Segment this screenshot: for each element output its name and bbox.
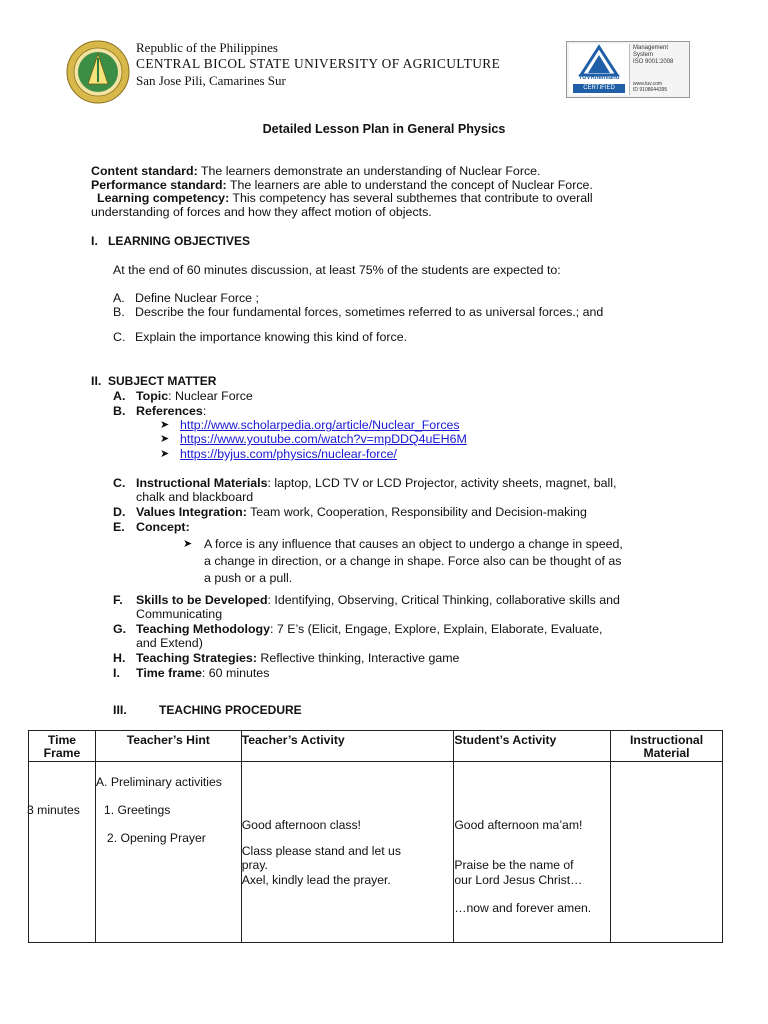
teacher-pray-2: pray.: [241, 858, 268, 872]
values-integration: [136, 505, 587, 519]
skills-label: Skills to be Developed: [136, 593, 268, 607]
references-label: References: [136, 404, 203, 418]
procedure-heading: TEACHING PROCEDURE: [159, 703, 302, 717]
iso-certification-badge: [566, 41, 690, 98]
timeframe-label: Time frame: [136, 666, 202, 680]
concept-line-3: a push or a pull.: [204, 571, 293, 585]
objective-letter-c: C.: [113, 330, 126, 344]
objectives-heading: LEARNING OBJECTIVES: [108, 234, 251, 248]
values-label: Values Integration:: [136, 505, 247, 519]
strategies-label: Teaching Strategies:: [136, 651, 257, 665]
reference-link-2[interactable]: https://www.youtube.com/watch?v=mpDDQ4uEH6M: [180, 432, 467, 446]
topic-label: Topic: [136, 389, 169, 403]
materials-text-2: chalk and blackboard: [136, 490, 254, 504]
objective-letter-a: A.: [113, 291, 125, 305]
header-hint-label: Teacher’s Hint: [126, 733, 210, 747]
header-time-1: Time: [47, 733, 77, 747]
teacher-pray-1: Class please stand and let us: [241, 844, 401, 858]
tuv-triangle-icon: [569, 44, 629, 78]
university-address: San Jose Pili, Camarines Sur: [136, 73, 286, 88]
table-header-row: [29, 731, 723, 762]
header-students-activity: [454, 731, 611, 762]
subject-num: II.: [91, 374, 102, 388]
cert-iso: ISO 9001:2008: [633, 59, 674, 65]
content-standard-text: The learners demonstrate an understanding of Nuclear Force.: [197, 164, 541, 178]
reference-link-3[interactable]: https://byjus.com/physics/nuclear-force/: [180, 447, 397, 461]
table-row: [29, 762, 723, 943]
procedure-num: III.: [113, 703, 127, 717]
teaching-methodology: [136, 622, 602, 636]
method-label: Teaching Methodology: [136, 622, 270, 636]
skills-text-2: Communicating: [136, 607, 223, 621]
subject-letter-g: G.: [113, 622, 127, 636]
references-colon: :: [202, 404, 207, 418]
reference-link-1[interactable]: http://www.scholarpedia.org/article/Nuclear_Forces: [180, 418, 460, 432]
republic-text: Republic of the Philippines: [136, 40, 278, 55]
hint-greetings: 1. Greetings: [103, 803, 171, 817]
objective-letter-b: B.: [113, 305, 125, 319]
learning-competency-label: Learning competency:: [97, 191, 230, 205]
arrow-bullet-icon: ➤: [160, 433, 170, 445]
header-time-2: Frame: [43, 746, 81, 760]
arrow-bullet-icon: ➤: [183, 538, 193, 550]
learning-competency-text-1: This competency has several subthemes that contribute to overall: [229, 191, 593, 205]
subject-letter-d: D.: [113, 505, 126, 519]
timeframe-text: : 60 minutes: [201, 666, 270, 680]
header-teachers-activity: [241, 731, 454, 762]
arrow-bullet-icon: ➤: [160, 419, 170, 431]
header-teachers-hint: [95, 731, 241, 762]
values-text: Team work, Cooperation, Responsibility and Decision-making: [246, 505, 587, 519]
instructional-materials: [136, 476, 616, 490]
header-material-2: Material: [643, 746, 690, 760]
content-standard: [91, 164, 540, 178]
concept-line-1: A force is any influence that causes an object to undergo a change in speed,: [204, 537, 623, 551]
tuv-logo: [569, 44, 630, 95]
arrow-bullet-icon: ➤: [160, 448, 170, 460]
learning-competency: [91, 191, 678, 205]
objectives-num: I.: [91, 234, 98, 248]
teacher-lead-prayer: Axel, kindly lead the prayer.: [241, 873, 391, 887]
university-seal: [66, 40, 130, 104]
cell-material: [611, 762, 723, 943]
performance-standard-text: The learners are able to understand the concept of Nuclear Force.: [226, 178, 593, 192]
materials-label: Instructional Materials: [136, 476, 268, 490]
student-praise-2: our Lord Jesus Christ…: [454, 873, 583, 887]
topic: [136, 389, 253, 403]
materials-text-1: : laptop, LCD TV or LCD Projector, activity sheets, magnet, ball,: [267, 476, 617, 490]
hint-preliminary: A. Preliminary activities: [95, 775, 222, 789]
page-title: Detailed Lesson Plan in General Physics: [262, 122, 506, 136]
subject-letter-c: C.: [113, 476, 126, 490]
learning-competency-text-2: understanding of forces and how they affect motion of objects.: [91, 205, 432, 219]
method-text-2: and Extend): [136, 636, 203, 650]
cell-time: [29, 762, 96, 943]
student-greeting: Good afternoon ma’am!: [454, 818, 583, 832]
hint-opening-prayer: 2. Opening Prayer: [106, 831, 206, 845]
content-standard-label: Content standard:: [91, 164, 198, 178]
header-time-frame: [29, 731, 96, 762]
subject-letter-e: E.: [113, 520, 125, 534]
cell-student-activity: [454, 762, 611, 943]
skills-text-1: : Identifying, Observing, Critical Thinking, collaborative skills and: [267, 593, 620, 607]
strategies-text: Reflective thinking, Interactive game: [256, 651, 460, 665]
cert-management: Management: [633, 45, 669, 51]
teaching-strategies: [136, 651, 459, 665]
objective-text-b: Describe the four fundamental forces, sometimes referred to as universal forces.; and: [135, 305, 604, 319]
subject-letter-h: H.: [113, 651, 126, 665]
topic-text: : Nuclear Force: [168, 389, 253, 403]
subject-letter-i: I.: [113, 666, 120, 680]
cert-system: System: [633, 52, 654, 58]
header-instructional-material: [611, 731, 723, 762]
header-student-label: Student’s Activity: [454, 733, 557, 747]
student-praise-1: Praise be the name of: [454, 858, 574, 872]
tuv-certified: CERTIFIED: [573, 84, 625, 93]
skills: [136, 593, 620, 607]
subject-heading: SUBJECT MATTER: [108, 374, 217, 388]
header-material-1: Instructional: [629, 733, 704, 747]
objectives-intro: At the end of 60 minutes discussion, at least 75% of the students are expected to:: [113, 263, 561, 277]
performance-standard-label: Performance standard:: [91, 178, 227, 192]
cell-hint: [95, 762, 241, 943]
method-text-1: : 7 E’s (Elicit, Engage, Explore, Explain, Elaborate, Evaluate,: [270, 622, 603, 636]
subject-letter-b: B.: [113, 404, 126, 418]
performance-standard: [91, 178, 593, 192]
objective-text-c: Explain the importance knowing this kind of force.: [135, 330, 408, 344]
time-frame: [136, 666, 269, 680]
objective-text-a: Define Nuclear Force ;: [135, 291, 259, 305]
teacher-greeting: Good afternoon class!: [241, 818, 361, 832]
university-name: CENTRAL BICOL STATE UNIVERSITY OF AGRICULTURE: [136, 56, 501, 71]
concept-line-2: a change in direction, or a change in shape. Force also can be thought of as: [204, 554, 622, 568]
cell-teacher-activity: [241, 762, 454, 943]
subject-letter-a: A.: [113, 389, 126, 403]
procedure-table: [28, 730, 723, 943]
cert-id: ID 9108644395: [633, 87, 668, 93]
subject-letter-f: F.: [113, 593, 123, 607]
row-time: 3 minutes: [27, 803, 80, 817]
references: [136, 404, 206, 418]
header-teacher-label: Teacher’s Activity: [241, 733, 345, 747]
tuv-brand: TÜVRheinland: [578, 75, 620, 81]
cert-url: www.tuv.com: [633, 81, 663, 87]
concept-label: Concept:: [136, 520, 190, 534]
student-amen: …now and forever amen.: [454, 901, 592, 915]
